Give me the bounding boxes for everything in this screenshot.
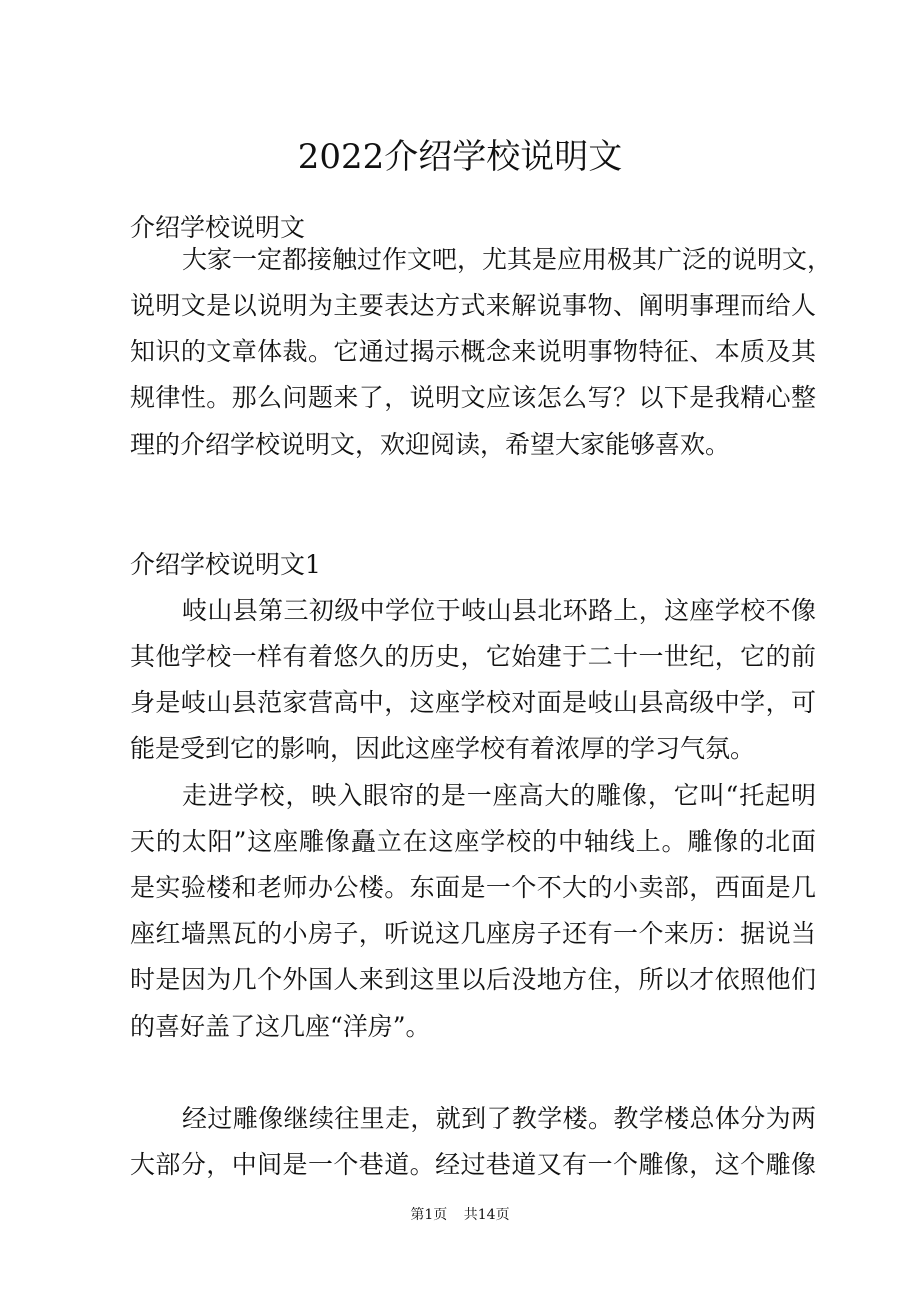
paragraph-line: 是实验楼和老师办公楼。东面是一个不大的小卖部，西面是几: [130, 873, 816, 902]
paragraph-line: 身是岐山县范家营高中，这座学校对面是岐山县高级中学，可: [130, 688, 816, 717]
intro-line: 理的介绍学校说明文，欢迎阅读，希望大家能够喜欢。: [130, 430, 731, 459]
page-footer: [0, 1206, 920, 1224]
paragraph-line: 的喜好盖了这几座“洋房”。: [130, 1012, 431, 1041]
page-number: 第1页: [410, 1207, 448, 1223]
document-title: 2022介绍学校说明文: [297, 137, 623, 177]
paragraph-line: 走进学校，映入眼帘的是一座高大的雕像，它叫“托起明: [182, 781, 816, 810]
subtitle: 介绍学校说明文: [130, 213, 306, 242]
paragraph-line: 天的太阳”这座雕像矗立在这座学校的中轴线上。雕像的北面: [130, 827, 816, 856]
paragraph-line: 大部分，中间是一个巷道。经过巷道又有一个雕像，这个雕像: [130, 1150, 816, 1179]
section-heading: 介绍学校说明文1: [130, 550, 321, 579]
paragraph-line: 经过雕像继续往里走，就到了教学楼。教学楼总体分为两: [182, 1104, 816, 1133]
intro-line: 规律性。那么问题来了，说明文应该怎么写？以下是我精心整: [130, 383, 816, 412]
intro-line: 知识的文章体裁。它通过揭示概念来说明事物特征、本质及其: [130, 337, 816, 366]
paragraph-line: 岐山县第三初级中学位于岐山县北环路上，这座学校不像: [182, 596, 816, 625]
paragraph-line: 能是受到它的影响，因此这座学校有着浓厚的学习气氛。: [130, 734, 756, 763]
paragraph-line: 时是因为几个外国人来到这里以后没地方住，所以才依照他们: [130, 965, 816, 994]
paragraph-line: 座红墙黑瓦的小房子，听说这几座房子还有一个来历：据说当: [130, 919, 816, 948]
intro-line: 说明文是以说明为主要表达方式来解说事物、阐明事理而给人: [130, 291, 816, 320]
paragraph-line: 其他学校一样有着悠久的历史，它始建于二十一世纪，它的前: [130, 642, 816, 671]
intro-line: 大家一定都接触过作文吧，尤其是应用极其广泛的说明文，: [182, 245, 833, 274]
page-total: 共14页: [463, 1207, 510, 1223]
